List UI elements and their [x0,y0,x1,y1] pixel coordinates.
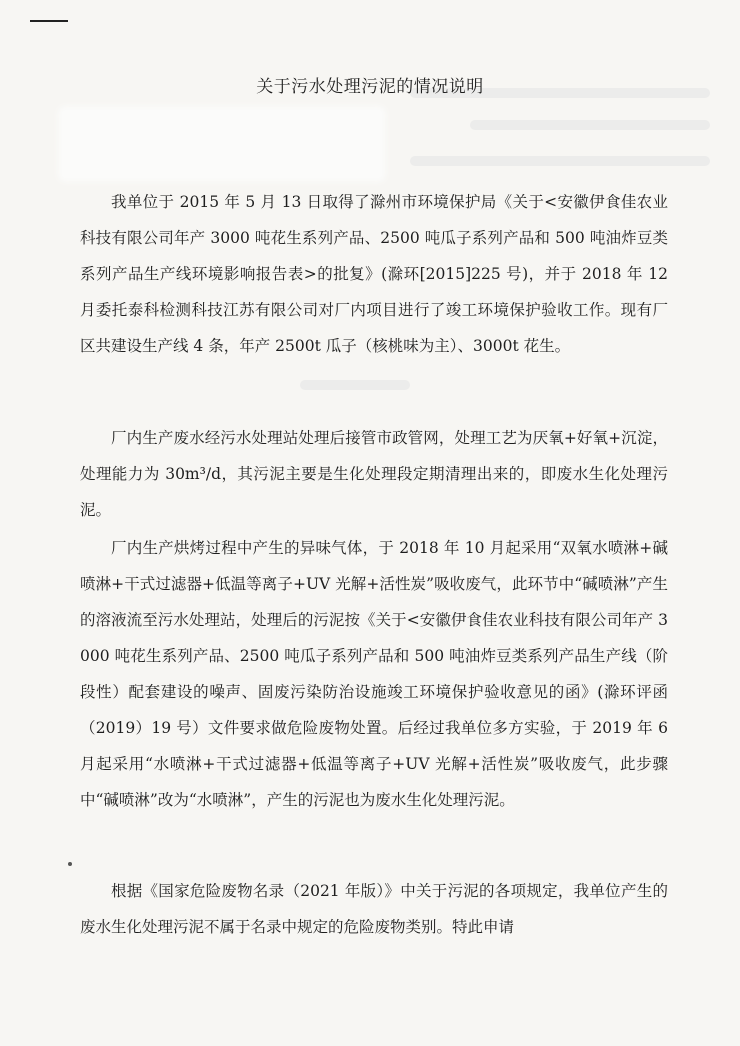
show-through-text [470,120,710,130]
paragraph-approval: 我单位于 2015 年 5 月 13 日取得了滁州市环境保护局《关于<安徽伊食佳农业科技有限公司年产 3000 吨花生系列产品、2500 吨瓜子系列产品和 500 吨油炸豆类系列产品生产线环境影响报告表>的批复》(滁环[2015]225 号)，并于 2018 年 12 月委托泰科检测科技江苏有限公司对厂内项目进行了竣工环境保护验收工作。现有厂区共建设生产线 4 条，年产 2500t 瓜子（核桃味为主）、3000t 花生。 [80,193,668,355]
paragraph-conclusion: 根据《国家危险废物名录（2021 年版）》中关于污泥的各项规定，我单位产生的废水生化处理污泥不属于名录中规定的危险废物类别。特此申请 [80,882,668,936]
corner-mark [30,20,68,22]
show-through-text [410,156,710,166]
margin-mark [68,862,72,866]
paragraph-exhaust-gas: 厂内生产烘烤过程中产生的异味气体，于 2018 年 10 月起采用“双氧水喷淋+碱喷淋+干式过滤器+低温等离子+UV 光解+活性炭”吸收废气，此环节中“碱喷淋”产生的溶液流至污水处理站，处理后的污泥按《关于<安徽伊食佳农业科技有限公司年产 3000 吨花生系列产品、2500 吨瓜子系列产品和 500 吨油炸豆类系列产品生产线（阶段性）配套建设的噪声、固废污染防治设施竣工环境保护验收意见的函》(滁环评函（2019）19 号）文件要求做危险废物处置。后经过我单位多方实验，于 2019 年 6 月起采用“水喷淋+干式过滤器+低温等离子+UV 光解+活性炭”吸收废气，此步骤中“碱喷淋”改为“水喷淋”，产生的污泥也为废水生化处理污泥。 [80,539,669,809]
document-title: 关于污水处理污泥的情况说明 [256,77,484,97]
show-through-text [300,380,410,390]
paragraph-wastewater: 厂内生产废水经污水处理站处理后接管市政管网，处理工艺为厌氧+好氧+沉淀，处理能力为 30m³/d，其污泥主要是生化处理段定期清理出来的，即废水生化处理污泥。 [80,429,668,519]
redacted-area [62,110,382,178]
